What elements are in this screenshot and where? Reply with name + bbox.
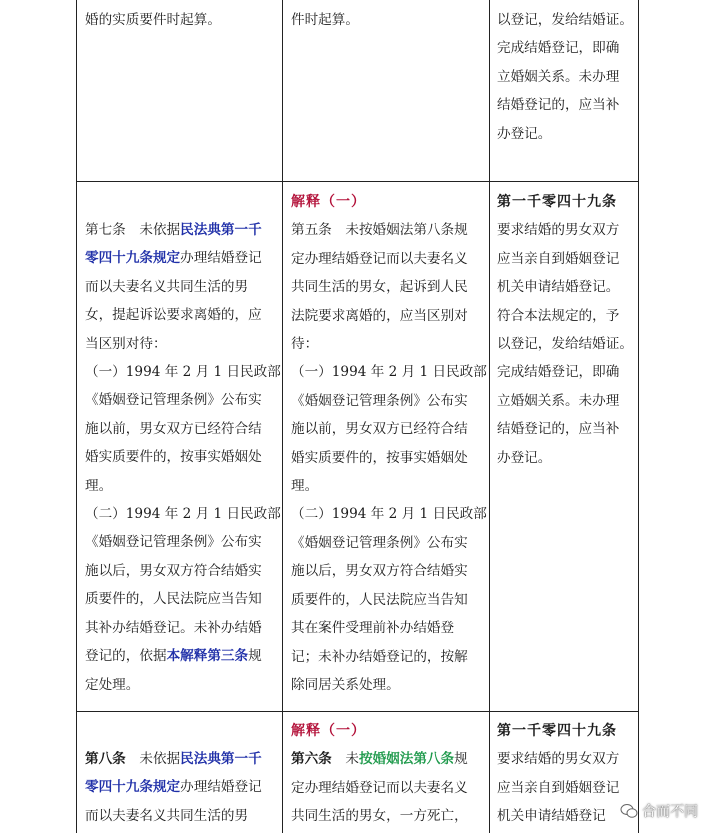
- table-border-left: [76, 0, 77, 833]
- text-line: 理。: [85, 477, 113, 494]
- text-line: 符合本法规定的，予: [497, 307, 620, 324]
- text-line: 共同生活的男女，起诉到人民: [291, 279, 468, 296]
- text-line: 应当亲自到婚姻登记: [497, 250, 620, 267]
- text-segment: 规: [454, 751, 468, 768]
- text-line: 待：: [291, 336, 319, 353]
- civil-code-link[interactable]: 民法典第一千: [180, 751, 262, 767]
- row1-col3-cell: [497, 6, 633, 148]
- text-line: 以登记，发给结婚证。: [497, 12, 633, 28]
- text-line: 《婚姻登记管理条例》公布实: [291, 534, 468, 551]
- interpretation-article-3-link[interactable]: 本解释第三条: [166, 648, 249, 665]
- text-line: 施以后，男女双方符合结婚实: [291, 563, 468, 580]
- text-segment: 未: [331, 751, 359, 768]
- text-line: 定处理。: [85, 676, 140, 693]
- text-line: 其在案件受理前补办结婚登: [291, 620, 455, 637]
- article-label: 第六条: [291, 751, 332, 768]
- text-line: 应当亲自到婚姻登记: [497, 779, 620, 796]
- marriage-law-link[interactable]: 按婚姻法第八条: [358, 751, 455, 768]
- text-line: 施以前，男女双方已经符合结: [85, 420, 262, 437]
- text-line: 《婚姻登记管理条例》公布实: [85, 534, 262, 551]
- text-line: （一）1994 年 2 月 1 日民政部: [85, 364, 281, 381]
- row2-col3-cell: [497, 188, 633, 472]
- text-line: 办登记。: [497, 449, 552, 466]
- text-line: 理。: [291, 478, 319, 495]
- text-line: （一）1994 年 2 月 1 日民政部: [291, 364, 487, 381]
- text-line: 婚实质要件的，按事实婚姻处: [85, 449, 262, 466]
- article-8-line-2: [85, 773, 262, 801]
- text-line: 《婚姻登记管理条例》公布实: [85, 392, 262, 409]
- text-line: 除同居关系处理。: [291, 676, 400, 693]
- comparison-table: [76, 0, 639, 833]
- text-line: 定办理结婚登记而以夫妻名义: [291, 779, 468, 796]
- text-line: 立婚姻关系。未办理: [497, 68, 620, 85]
- text-line: 要求结婚的男女双方: [497, 222, 620, 239]
- civil-code-link-cont[interactable]: 零四十九条规定: [85, 250, 181, 267]
- text-line: 完成结婚登记，即确: [497, 364, 620, 381]
- text-line: 其补办结婚登记。未补办结婚: [85, 619, 262, 636]
- interpretation-heading: 解释（一）: [291, 194, 366, 210]
- text-line: 当区别对待：: [85, 335, 167, 352]
- row3-col3-cell: [497, 717, 619, 831]
- text-line: 而以夫妻名义共同生活的男: [85, 278, 249, 295]
- article-7-line-16: [85, 642, 281, 670]
- row1-col1-cell: [85, 6, 221, 34]
- text-line: 完成结婚登记，即确: [497, 40, 620, 57]
- text-line: （二）1994 年 2 月 1 日民政部: [85, 506, 281, 523]
- text-segment: 办理结婚登记: [180, 779, 262, 796]
- column-divider-2: [489, 0, 490, 833]
- civil-code-article-heading: 第一千零四十九条: [497, 194, 617, 210]
- text-segment: 登记的，依据: [85, 648, 167, 665]
- text-line: 立婚姻关系。未办理: [497, 392, 620, 409]
- watermark-text: 合而不同: [642, 804, 698, 820]
- text-segment: 第七条 未依据: [85, 222, 181, 238]
- row-divider-1: [76, 181, 639, 182]
- row-divider-2: [76, 711, 639, 712]
- article-7-line-2: [85, 244, 281, 272]
- text-line: 以登记，发给结婚证。: [497, 336, 633, 353]
- text-line: 要求结婚的男女双方: [497, 751, 620, 768]
- text-segment: 办理结婚登记: [180, 250, 262, 267]
- watermark: [620, 801, 698, 821]
- row3-col1-cell: [85, 745, 262, 830]
- row1-col2-cell: [291, 6, 359, 34]
- text-segment: 未依据: [125, 751, 181, 767]
- text-line: 《婚姻登记管理条例》公布实: [291, 392, 468, 409]
- interpretation-heading: 解释（一）: [291, 723, 366, 739]
- text-line: 结婚登记的，应当补: [497, 97, 620, 114]
- row2-col2-cell: [291, 188, 487, 699]
- text-line: 件时起算。: [291, 12, 359, 28]
- text-line: 婚的实质要件时起算。: [85, 12, 221, 28]
- article-label: 第八条: [85, 751, 126, 767]
- row3-col2-cell: [291, 717, 468, 831]
- text-line: 婚实质要件的，按事实婚姻处: [291, 449, 468, 466]
- text-line: 办登记。: [497, 125, 552, 142]
- text-line: 定办理结婚登记而以夫妻名义: [291, 250, 468, 267]
- article-6-line-1: [291, 745, 468, 773]
- civil-code-link[interactable]: 民法典第一千: [180, 222, 262, 238]
- text-line: 结婚登记的，应当补: [497, 421, 620, 438]
- column-divider-1: [282, 0, 283, 833]
- text-line: 质要件的，人民法院应当告知: [291, 591, 468, 608]
- text-line: 而以夫妻名义共同生活的男: [85, 807, 249, 824]
- text-line: 质要件的，人民法院应当告知: [85, 591, 262, 608]
- text-line: 法院要求离婚的，应当区别对: [291, 307, 468, 324]
- article-7-line-1: [85, 216, 281, 244]
- text-line: 施以后，男女双方符合结婚实: [85, 562, 262, 579]
- text-line: 第五条 未按婚姻法第八条规: [291, 222, 468, 239]
- text-line: 机关申请结婚登记。: [497, 279, 620, 296]
- text-line: 记；未补办结婚登记的，按解: [291, 648, 468, 665]
- wechat-icon: [620, 803, 638, 819]
- article-8-line-1: [85, 745, 262, 773]
- civil-code-article-heading: 第一千零四十九条: [497, 723, 617, 739]
- table-border-right: [638, 0, 639, 833]
- text-line: （二）1994 年 2 月 1 日民政部: [291, 506, 487, 523]
- text-segment: 规: [248, 648, 262, 665]
- row2-col1-cell: [85, 216, 281, 699]
- text-line: 共同生活的男女，一方死亡，: [291, 808, 468, 825]
- civil-code-link-cont[interactable]: 零四十九条规定: [85, 779, 181, 796]
- text-line: 机关申请结婚登记: [497, 808, 606, 825]
- text-line: 女，提起诉讼要求离婚的，应: [85, 307, 262, 324]
- text-line: 施以前，男女双方已经符合结: [291, 421, 468, 438]
